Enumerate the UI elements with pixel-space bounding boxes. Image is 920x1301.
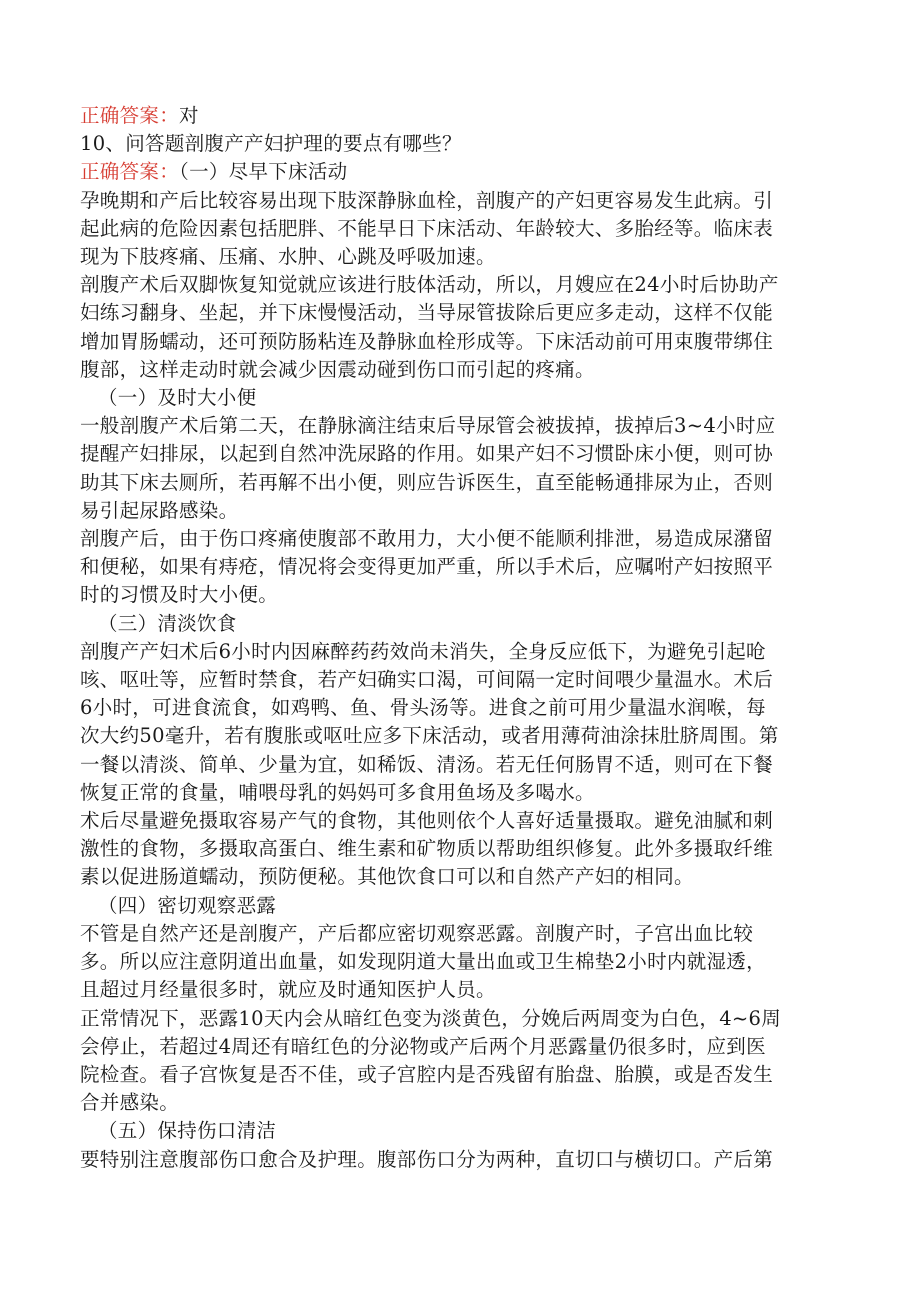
section-heading: （三）清淡饮食 (98, 611, 237, 635)
question-title: 10、问答题剖腹产产妇护理的要点有哪些？ (80, 132, 462, 156)
body-text-line: 会停止，若超过4周还有暗红色的分泌物或产后两个月恶露量仍很多时，应到医 (80, 1034, 766, 1058)
body-text-line: 院检查。看子宫恢复是否不佳，或子宫腔内是否残留有胎盘、胎膜，或是否发生 (80, 1062, 774, 1086)
section-heading: （五）保持伤口清洁 (98, 1119, 277, 1143)
body-text-line: 正常情况下，恶露10天内会从暗红色变为淡黄色，分娩后两周变为白色，4~6周 (80, 1006, 782, 1030)
section-heading: （一）尽早下床活动 (179, 160, 348, 184)
body-text-line: 多。所以应注意阴道出血量，如发现阴道大量出血或卫生棉垫2小时内就湿透， (80, 950, 766, 974)
body-text-line: 剖腹产术后双脚恢复知觉就应该进行肢体活动，所以，月嫂应在24小时后协助产 (80, 273, 779, 297)
body-text-line: 孕晚期和产后比较容易出现下肢深静脉血栓，剖腹产的产妇更容易发生此病。引 (80, 188, 774, 212)
answer-label: 正确答案： (80, 104, 180, 127)
body-text-line: 且超过月经量很多时，就应及时通知医护人员。 (80, 978, 496, 1002)
body-text-line: 起此病的危险因素包括肥胖、不能早日下床活动、年龄较大、多胎经等。临床表 (80, 216, 774, 240)
body-text-line: 剖腹产产妇术后6小时内因麻醉药药效尚未消失，全身反应低下，为避免引起呛 (80, 639, 766, 663)
body-text-line: 妇练习翻身、坐起，并下床慢慢活动，当导尿管拔除后更应多走动，这样不仅能 (80, 301, 774, 325)
body-text-line: 腹部，这样走动时就会减少因震动碰到伤口而引起的疼痛。 (80, 357, 595, 381)
answer-first-line (80, 158, 850, 186)
previous-answer-value: 对 (179, 104, 199, 127)
body-text-line: 现为下肢疼痛、压痛、水肿、心跳及呼吸加速。 (80, 245, 496, 269)
section-heading: （一）及时大小便 (98, 386, 257, 410)
previous-answer-line (80, 102, 850, 130)
answer-label: 正确答案： (80, 160, 180, 184)
body-text-line: 咳、呕吐等，应暂时禁食，若产妇确实口渴，可间隔一定时间喂少量温水。术后 (80, 668, 774, 692)
body-text-line: 6小时，可进食流食，如鸡鸭、鱼、骨头汤等。进食之前可用少量温水润喉，每 (80, 696, 766, 720)
body-text-line: 素以促进肠道蠕动，预防便秘。其他饮食口可以和自然产产妇的相同。 (80, 865, 694, 889)
body-text-line: 不管是自然产还是剖腹产，产后都应密切观察恶露。剖腹产时，子宫出血比较 (80, 921, 754, 945)
body-text-line: 一般剖腹产术后第二天，在静脉滴注结束后导尿管会被拔掉，拔掉后3~4小时应 (80, 414, 776, 438)
body-text-line: 增加胃肠蠕动，还可预防肠粘连及静脉血栓形成等。下床活动前可用束腹带绑住 (80, 329, 774, 353)
body-text-line: 次大约50毫升，若有腹胀或呕吐应多下床活动，或者用薄荷油涂抹肚脐周围。第 (80, 724, 779, 748)
body-text-line: 术后尽量避免摄取容易产气的食物，其他则依个人喜好适量摄取。避免油腻和刺 (80, 809, 774, 833)
body-text-line: 一餐以清淡、简单、少量为宜，如稀饭、清汤。若无任何肠胃不适，则可在下餐 (80, 752, 774, 776)
body-text-line: 和便秘，如果有痔疮，情况将会变得更加严重，所以手术后，应嘱咐产妇按照平 (80, 555, 774, 579)
body-text-line: 助其下床去厕所，若再解不出小便，则应告诉医生，直至能畅通排尿为止，否则 (80, 470, 774, 494)
body-text-line: 提醒产妇排尿，以起到自然冲洗尿路的作用。如果产妇不习惯卧床小便，则可协 (80, 442, 774, 466)
body-text-line: 激性的食物，多摄取高蛋白、维生素和矿物质以帮助组织修复。此外多摄取纤维 (80, 837, 774, 861)
section-heading: （四）密切观察恶露 (98, 893, 277, 917)
body-text-line: 要特别注意腹部伤口愈合及护理。腹部伤口分为两种，直切口与横切口。产后第 (80, 1147, 774, 1171)
body-text-line: 易引起尿路感染。 (80, 498, 239, 522)
body-text-line: 合并感染。 (80, 1091, 180, 1115)
body-text-line: 剖腹产后，由于伤口疼痛使腹部不敢用力，大小便不能顺利排泄，易造成尿潴留 (80, 527, 774, 551)
body-text-line: 恢复正常的食量，哺喂母乳的妈妈可多食用鱼场及多喝水。 (80, 780, 595, 804)
body-text-line: 时的习惯及时大小便。 (80, 583, 279, 607)
